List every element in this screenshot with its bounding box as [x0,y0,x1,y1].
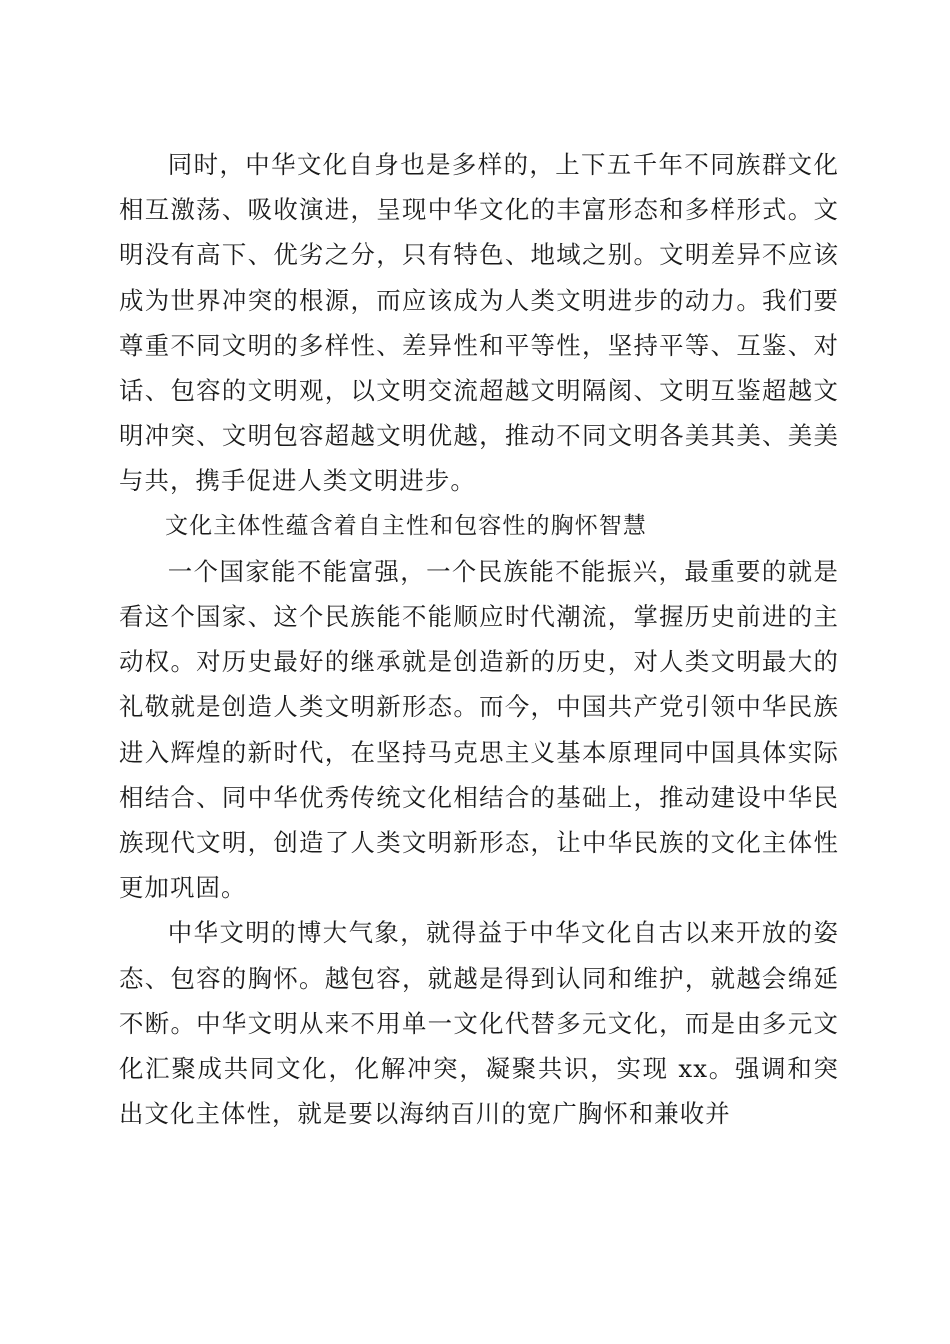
document-body [119,142,839,1136]
paragraph-3: 中华文明的博大气象，就得益于中华文化自古以来开放的姿态、包容的胸怀。越包容，就越是得到认同和维护，就越会绵延不断。中华文明从来不用单一文化代替多元文化，而是由多元文化汇聚成共同文化，化解冲突，凝聚共识，实现 xx。强调和突出文化主体性，就是要以海纳百川的宽广胸怀和兼收并 [119,918,839,1129]
paragraph-1: 同时，中华文化自身也是多样的，上下五千年不同族群文化相互激荡、吸收演进，呈现中华文化的丰富形态和多样形式。文明没有高下、优劣之分，只有特色、地域之别。文明差异不应该成为世界冲突的根源，而应该成为人类文明进步的动力。我们要尊重不同文明的多样性、差异性和平等性，坚持平等、互鉴、对话、包容的文明观，以文明交流超越文明隔阂、文明互鉴超越文明冲突、文明包容超越文明优越，推动不同文明各美其美、美美与共，携手促进人类文明进步。 [119,150,839,496]
section-heading: 文化主体性蕴含着自主性和包容性的胸怀智慧 [165,512,647,539]
paragraph-2: 一个国家能不能富强，一个民族能不能振兴，最重要的就是看这个国家、这个民族能不能顺应时代潮流，掌握历史前进的主动权。对历史最好的继承就是创造新的历史，对人类文明最大的礼敬就是创造人类文明新形态。而今，中国共产党引领中华民族进入辉煌的新时代，在坚持马克思主义基本原理同中国具体实际相结合、同中华优秀传统文化相结合的基础上，推动建设中华民族现代文明，创造了人类文明新形态，让中华民族的文化主体性更加巩固。 [119,556,839,903]
